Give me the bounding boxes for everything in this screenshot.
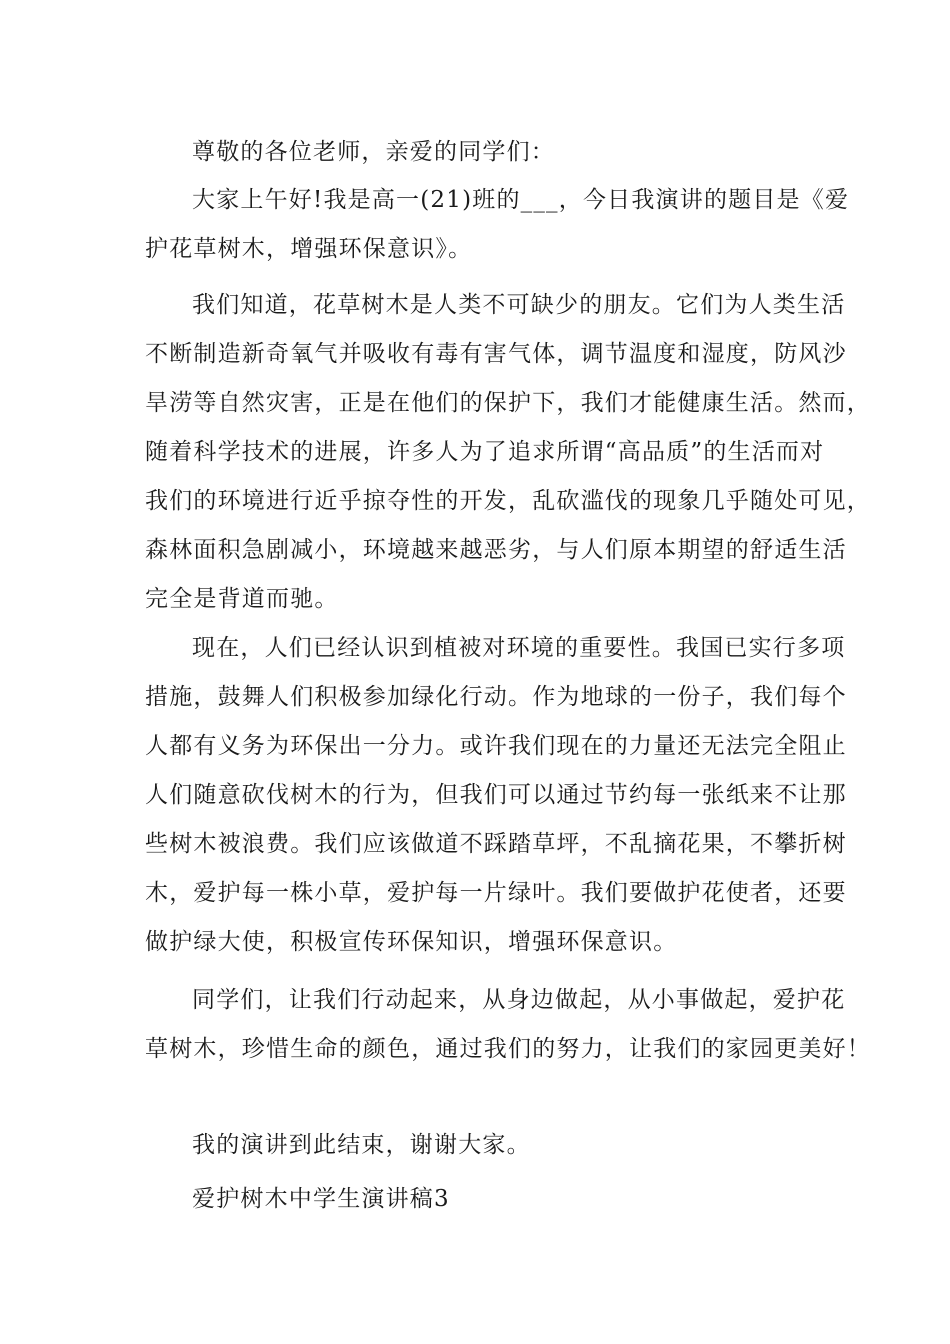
paragraph-line: 森林面积急剧减小，环境越来越恶劣，与人们原本期望的舒适生活 — [145, 537, 847, 563]
paragraph-line: 我们知道，花草树木是人类不可缺少的朋友。它们为人类生活 — [192, 292, 846, 318]
paragraph-line: 随着科学技术的进展，许多人为了追求所谓“高品质”的生活而对 — [145, 439, 825, 465]
paragraph-line: 大家上午好!我是高一(21)班的___，今日我演讲的题目是《爱 — [192, 187, 850, 213]
paragraph-line: 木，爱护每一株小草，爱护每一片绿叶。我们要做护花使者，还要 — [145, 880, 847, 906]
greeting-line: 尊敬的各位老师，亲爱的同学们： — [192, 139, 555, 165]
paragraph-line: 护花草树木，增强环保意识》。 — [145, 236, 473, 262]
paragraph-line: 做护绿大使，积极宣传环保知识，增强环保意识。 — [145, 929, 678, 955]
next-section-title: 爱护树木中学生演讲稿3 — [192, 1186, 450, 1212]
paragraph-line: 我们的环境进行近乎掠夺性的开发，乱砍滥伐的现象几乎随处可见， — [145, 488, 871, 514]
paragraph-line: 人们随意砍伐树木的行为，但我们可以通过节约每一张纸来不让那 — [145, 782, 847, 808]
paragraph-line: 措施，鼓舞人们积极参加绿化行动。作为地球的一份子，我们每个 — [145, 684, 847, 710]
closing-line: 我的演讲到此结束，谢谢大家。 — [192, 1132, 531, 1158]
paragraph-line: 些树木被浪费。我们应该做道不踩踏草坪，不乱摘花果，不攀折树 — [145, 831, 847, 857]
paragraph-line: 现在，人们已经认识到植被对环境的重要性。我国已实行多项 — [192, 635, 846, 661]
paragraph-line: 完全是背道而驰。 — [145, 586, 339, 612]
paragraph-line: 旱涝等自然灾害，正是在他们的保护下，我们才能健康生活。然而， — [145, 390, 871, 416]
paragraph-line: 同学们，让我们行动起来，从身边做起，从小事做起，爱护花 — [192, 987, 846, 1013]
paragraph-line: 人都有义务为环保出一分力。或许我们现在的力量还无法完全阻止 — [145, 733, 847, 759]
paragraph-line: 草树木，珍惜生命的颜色，通过我们的努力，让我们的家园更美好！ — [145, 1036, 871, 1062]
paragraph-line: 不断制造新奇氧气并吸收有毒有害气体，调节温度和湿度，防风沙 — [145, 341, 847, 367]
